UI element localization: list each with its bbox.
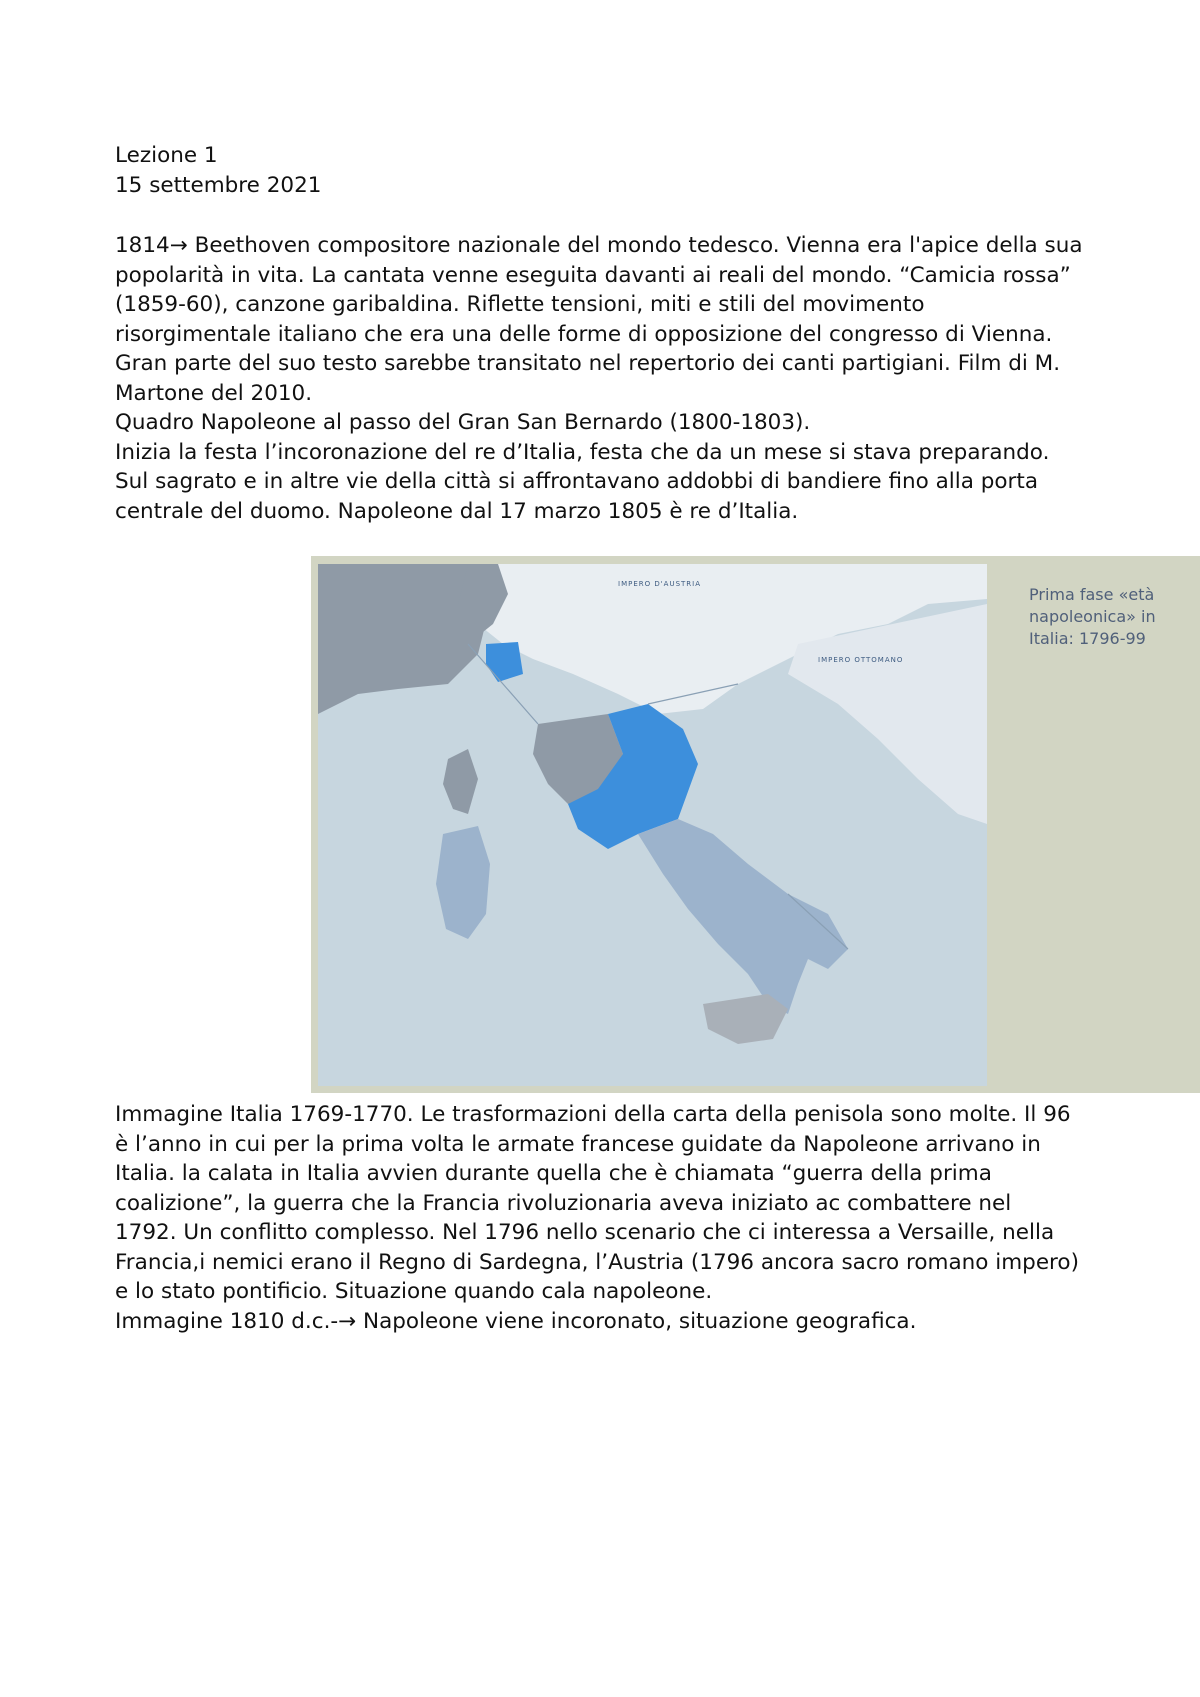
intro-paragraph <box>115 231 1095 526</box>
legend-line: Prima fase «età <box>1029 585 1155 604</box>
map-commentary <box>115 1100 1095 1336</box>
text-line: Francia,i nemici erano il Regno di Sardegna, l’Austria (1796 ancora sacro romano impero) <box>115 1249 1079 1275</box>
text-line: e lo stato pontificio. Situazione quando cala napoleone. <box>115 1279 713 1304</box>
text-line: coalizione”, la guerra che la Francia rivoluzionaria aveva iniziato ac combattere nel <box>115 1190 1012 1216</box>
text-line: popolarità in vita. La cantata venne eseguita davanti ai reali del mondo. “Camicia rossa” <box>115 262 1071 288</box>
map-region-sardinia <box>436 826 490 939</box>
italy-map-figure <box>311 556 1200 1093</box>
map-drawing <box>318 564 987 1086</box>
map-legend <box>1029 584 1197 650</box>
lesson-date: 15 settembre 2021 <box>115 172 322 198</box>
text-line: risorgimentale italiano che era una delle forme di opposizione del congresso di Vienna. <box>115 321 1053 347</box>
text-line: (1859-60), canzone garibaldina. Riflette tensioni, miti e stili del movimento <box>115 292 925 317</box>
legend-line: napoleonica» in <box>1029 607 1156 626</box>
text-line: 1792. Un conflitto complesso. Nel 1796 nello scenario che ci interessa a Versaille, nella <box>115 1220 1055 1245</box>
text-line: è l’anno in cui per la prima volta le armate francese guidate da Napoleone arrivano in <box>115 1131 1041 1157</box>
map-region-south <box>638 819 848 1014</box>
text-line: Gran parte del suo testo sarebbe transitato nel repertorio dei canti partigiani. Film di M. <box>115 351 1061 376</box>
legend-line: Italia: 1796-99 <box>1029 629 1146 648</box>
text-line: Martone del 2010. <box>115 380 313 406</box>
text-line-last: Immagine 1810 d.c.-→ Napoleone viene incoronato, situazione geografica. <box>115 1308 917 1334</box>
map-label-east: IMPERO OTTOMANO <box>818 656 904 664</box>
text-line: Italia. la calata in Italia avvien durante quella che è chiamata “guerra della prima <box>115 1161 992 1186</box>
map-region-sicily <box>703 994 788 1044</box>
lesson-header <box>115 141 1095 200</box>
text-line: Inizia la festa l’incoronazione del re d’Italia, festa che da un mese si stava preparando. <box>115 439 1050 465</box>
map-label-north: IMPERO D'AUSTRIA <box>618 580 702 588</box>
text-line: 1814→ Beethoven compositore nazionale del mondo tedesco. Vienna era l'apice della sua <box>115 233 1083 258</box>
map-image <box>318 564 987 1086</box>
text-line: Sul sagrato e in altre vie della città si affrontavano addobbi di bandiere fino alla porta <box>115 469 1038 494</box>
text-line: Quadro Napoleone al passo del Gran San Bernardo (1800-1803). <box>115 410 811 435</box>
map-region-corsica <box>443 749 478 814</box>
map-region-blue-north <box>486 642 523 682</box>
text-line: centrale del duomo. Napoleone dal 17 marzo 1805 è re d’Italia. <box>115 498 799 524</box>
text-line: Immagine Italia 1769-1770. Le trasformazioni della carta della penisola sono molte. Il 96 <box>115 1102 1071 1127</box>
lesson-title: Lezione 1 <box>115 143 218 168</box>
